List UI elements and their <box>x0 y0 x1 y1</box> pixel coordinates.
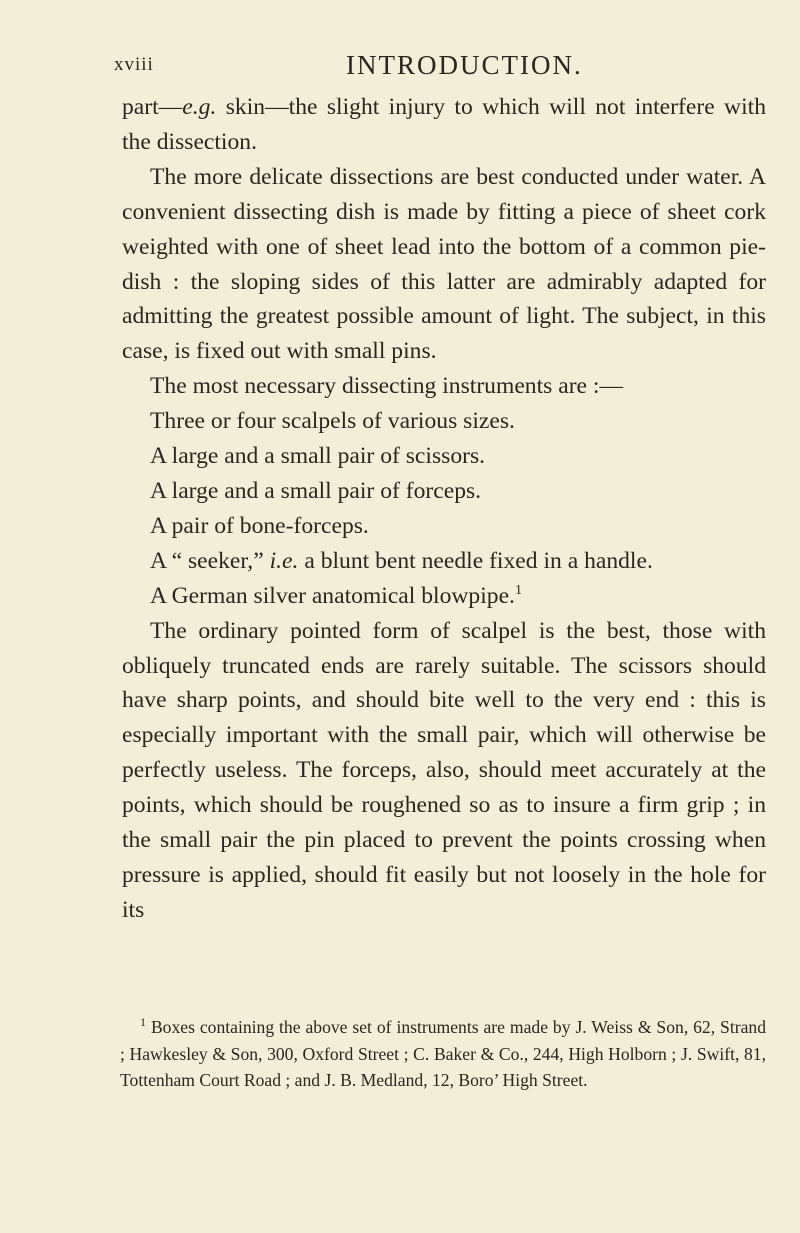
page-header <box>114 50 734 90</box>
list-item: A large and a small pair of forceps. <box>150 477 482 504</box>
footnote-marker: 1 <box>140 1015 146 1030</box>
list-item: A large and a small pair of scissors. <box>150 443 486 470</box>
text-segment: A “ seeker,” <box>150 547 270 574</box>
text-segment: a blunt bent needle fixed in a handle. <box>298 547 653 574</box>
footnote <box>120 1014 766 1094</box>
paragraph-dissecting-dish: The more delicate dissections are best conducted under water. A convenient dissecting dish is made by fitting a piece of sheet cork weighted with one of sheet lead into the bottom of a common pie-dish : the sloping sides of this latter are admirably adapted for admitting the greatest possible amount of light. The subject, in this case, is fixed out with small pins. <box>122 163 766 365</box>
list-item: A pair of bone-forceps. <box>150 512 369 539</box>
list-item <box>122 544 766 579</box>
text-segment: part— <box>122 94 183 120</box>
text-segment-italic: i.e. <box>269 547 299 574</box>
page-number: xviii <box>114 54 154 75</box>
footnote-reference: 1 <box>514 582 522 598</box>
paragraph-instruments-intro: The most necessary dissecting instruments are :— <box>150 373 624 400</box>
list-item <box>122 579 766 614</box>
paragraph-continuation <box>122 90 766 160</box>
text-segment: skin—the slight injury to which will not interfere with the dissection. <box>122 94 766 155</box>
footnote-text: Boxes containing the above set of instruments are made by J. Weiss & Son, 62, Strand ; Hawkesley & Son, 300, Oxford Street ; C. Baker & Co., 244, High Holborn ; J. Swift, 81, Tottenham Court Road ; and J. B. Medland, 12, Boro’ High Street. <box>120 1017 766 1090</box>
paragraph-scalpel-advice: The ordinary pointed form of scalpel is the best, those with obliquely truncated ends are rarely suitable. The scissors should have sharp points, and should bite well to the very end : this is especially important with the small pair, which will otherwise be perfectly useless. The forceps, also, should meet accurately at the points, which should be roughened so as to insure a firm grip ; in the small pair the pin placed to prevent the points crossing when pressure is applied, should fit easily but not loosely in the hole for its <box>122 617 766 923</box>
running-title: INTRODUCTION. <box>346 50 583 80</box>
body-text <box>122 90 766 928</box>
instrument-list <box>122 404 766 613</box>
text-segment-italic: e.g. <box>182 94 217 120</box>
text-segment: A German silver anatomical blowpipe. <box>150 582 515 609</box>
list-item: Three or four scalpels of various sizes. <box>150 408 515 435</box>
